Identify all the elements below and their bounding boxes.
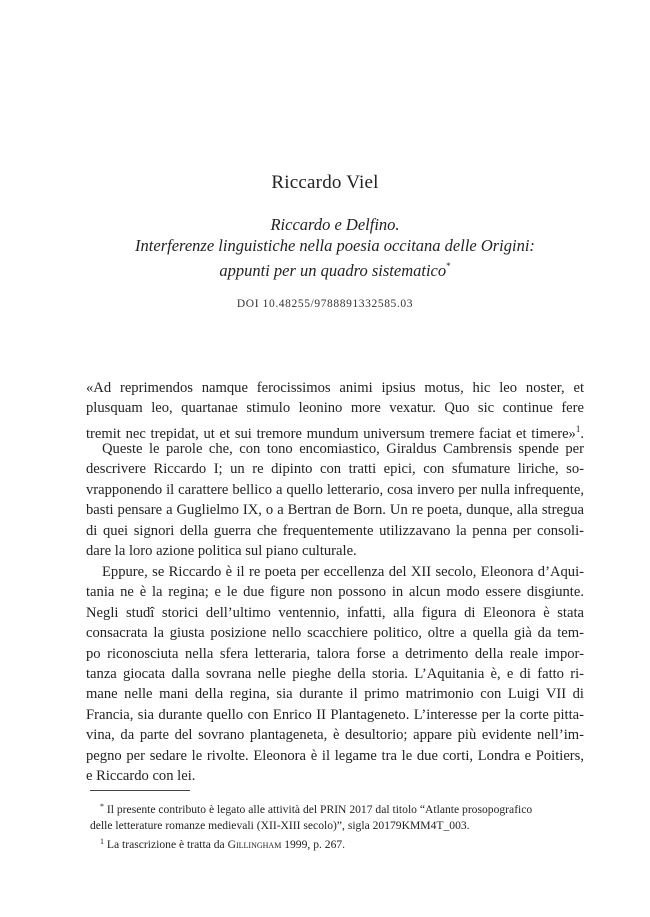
paragraph-line: pegno per sedare le rivolte. Eleonora è il legame tra le due corti, Londra e Poitiers, <box>86 747 584 764</box>
paragraph-line: vrapponendo il carattere bellico a quello letterario, cosa invero per nulla infrequente, <box>86 481 584 498</box>
footnote-divider <box>90 790 190 791</box>
author-name: Riccardo Viel <box>271 172 379 193</box>
paragraph-line: di quei signori della guerra che frequentemente utilizzavano la penna per consoli- <box>86 522 584 539</box>
paragraph-line: e Riccardo con lei. <box>86 767 196 784</box>
quote-end-text: tremit nec trepidat, ut et sui tremore mundum universum tremere faciat et timere» <box>86 425 576 442</box>
footnote-1-pre: La trascrizione è tratta da <box>106 838 228 851</box>
paragraph-line: Francia, sia durante quello con Enrico II Plantageneto. L’interesse per la corte pitta- <box>86 706 584 723</box>
footnote-1 <box>90 834 584 853</box>
paragraph-line: descrivere Riccardo I; un re dipinto con tratti epici, con sfumature liriche, so- <box>86 461 584 478</box>
paragraph-line: Eppure, se Riccardo è il re poeta per eccellenza del XII secolo, Eleonora d’Aqui- <box>102 564 584 580</box>
footnote-1-author: Gillingham <box>227 838 282 851</box>
paragraph-line: vina, da parte del sovrano plantageneta, è desultorio; appare più evidente nell’im- <box>86 727 584 744</box>
footnote-star-cont: delle letterature romanze medievali (XII-XIII secolo)”, sigla 20179KMM4T_003. <box>90 819 470 832</box>
title-line-3 <box>20 256 650 281</box>
footnote-star <box>90 799 584 818</box>
title-line-1: Riccardo e Delfino. <box>270 215 400 234</box>
paragraph-line: mane nelle mani della regina, sia durante il primo matrimonio con Luigi VII di <box>86 686 584 703</box>
title-line-3-text: appunti per un quadro sistematico <box>219 261 447 280</box>
doi: DOI 10.48255/9788891332585.03 <box>236 298 414 310</box>
paragraph-line: Negli studî storici dell’ultimo ventennio, infatti, alla figura di Eleonora è stata <box>86 604 584 621</box>
footnote-star-text-1: Il presente contributo è legato alle attività del PRIN 2017 dal titolo “Atlante prosopografico <box>106 803 533 816</box>
article-title <box>0 214 650 281</box>
title-footnote-mark: * <box>446 261 451 271</box>
paragraph-line: tania ne è la regina; e le due figure non possono in alcun modo essere disgiunte. <box>86 584 584 601</box>
paragraph-line: plusquam leo, quartanae stimulo leonino more vexatur. Quo sic continue fere <box>86 400 584 417</box>
paragraph-line: «Ad reprimendos namque ferocissimos animi ipsius motus, hic leo noster, et <box>86 380 584 396</box>
footnote-star-mark: * <box>100 802 104 811</box>
quote-end-punct: . <box>580 425 584 442</box>
footnotes <box>90 799 584 853</box>
paragraph-line: basti pensare a Guglielmo IX, o a Bertran de Born. Un re poeta, dunque, alla stregua <box>86 502 584 519</box>
footnote-1-mark: 1 <box>100 837 104 846</box>
paragraph-2 <box>86 439 584 561</box>
title-line-2: Interferenze linguistiche nella poesia occitana delle Origini: <box>135 236 535 255</box>
paragraph-line: Queste le parole che, con tono encomiastico, Giraldus Cambrensis spende per <box>102 441 584 457</box>
paragraph-3 <box>86 562 584 786</box>
paragraph-1 <box>86 378 584 442</box>
paragraph-line: tanza giocata dalla sovrana nelle pieghe della storia. L’Aquitania è, e di fatto ri- <box>86 665 584 682</box>
paragraph-line: consacrata la giusta posizione nello scacchiere politico, oltre a quella già da tem- <box>86 625 584 642</box>
footnote-ref-1: 1 <box>575 423 581 434</box>
paragraph-line: po riconosciuta nella sfera letteraria, talora forse a detrimento della reale impor- <box>86 645 584 662</box>
paragraph-line: dare la loro azione politica sul piano culturale. <box>86 542 357 559</box>
footnote-1-post: 1999, p. 267. <box>281 838 346 851</box>
paragraph-line <box>86 419 584 442</box>
